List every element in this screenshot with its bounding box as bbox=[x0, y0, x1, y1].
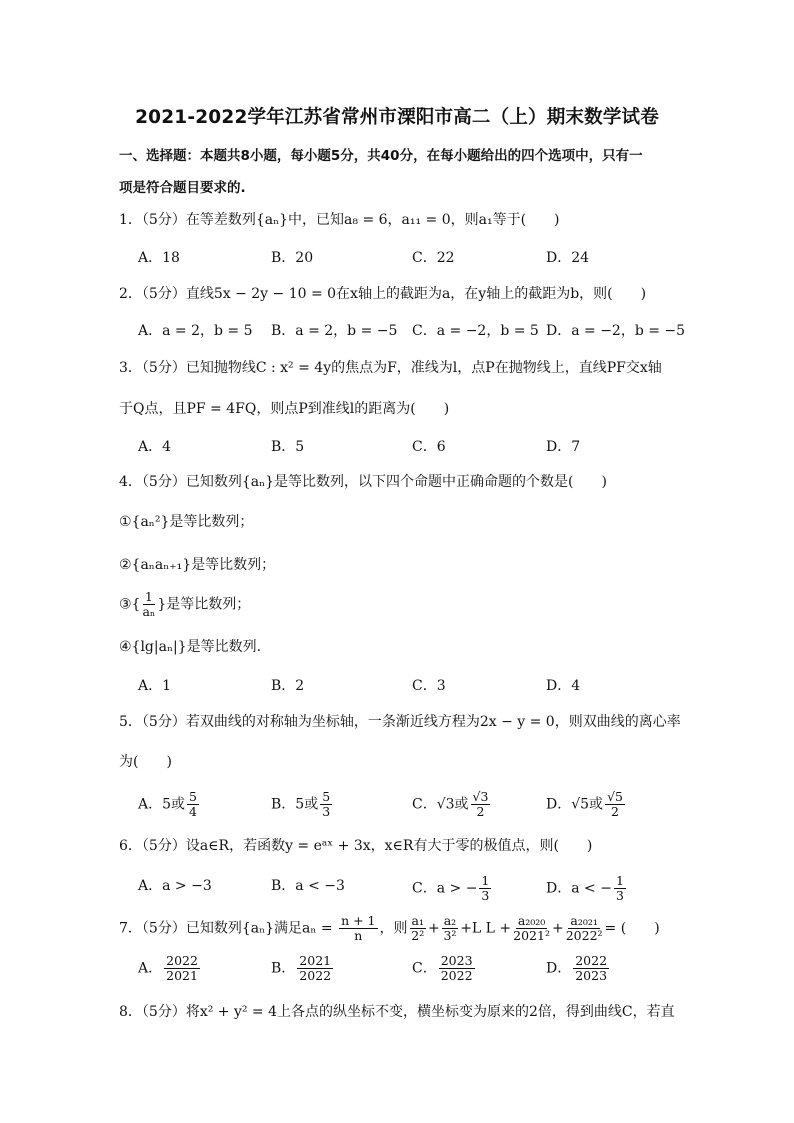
q1-option-d: D．24 bbox=[546, 250, 590, 266]
question-1-options bbox=[138, 248, 698, 278]
question-4-options bbox=[138, 676, 698, 706]
q1-option-a: A．18 bbox=[138, 250, 180, 266]
q7-option-b: B． $\frac{2021}{2022}$ bbox=[271, 953, 332, 983]
question-8-stem: 8．（5分）将x² + y² = 4上各点的纵坐标不变，横坐标变为原来的2倍，得到曲线C，若直 bbox=[119, 1004, 675, 1020]
q4-option-c: C．3 bbox=[412, 678, 446, 694]
q1-option-b: B．20 bbox=[271, 250, 314, 266]
q4-p3-den: aₙ bbox=[142, 604, 156, 619]
section-heading-line2: 项是符合题目要求的. bbox=[119, 180, 246, 196]
q6-option-c: C．a > − $\frac{1}{3}$ bbox=[412, 873, 490, 903]
question-5-options bbox=[138, 786, 698, 822]
q7-term-1: $\frac{\text{a₁}}{\text{2²}}$ bbox=[411, 913, 425, 943]
q4-p3-num: 1 bbox=[144, 589, 153, 604]
question-3-stem-line1: 3．（5分）已知抛物线C : x² = 4y的焦点为F，准线为l，点P在抛物线上，直线PF交x轴 bbox=[119, 360, 662, 376]
page-title: 2021-2022学年江苏省常州市溧阳市高二（上）期末数学试卷 bbox=[135, 107, 659, 128]
question-3-stem-line2: 于Q点，且PF = 4FQ，则点P到准线l的距离为( ) bbox=[119, 401, 450, 417]
question-5-stem-line2: 为( ) bbox=[119, 754, 172, 770]
q7-term-2: $\frac{\text{a₂}}{\text{3²}}$ bbox=[443, 913, 457, 943]
q4-option-b: B．2 bbox=[271, 678, 305, 694]
question-4-stem: 4．（5分）已知数列{aₙ}是等比数列，以下四个命题中正确命题的个数是( ) bbox=[119, 474, 607, 490]
question-6-options bbox=[138, 870, 698, 906]
q2-option-a: A．a = 2，b = 5 bbox=[138, 323, 253, 339]
q2-option-d: D．a = −2，b = −5 bbox=[546, 323, 686, 339]
q5-option-c: C．√3或 $\frac{√3}{2}$ bbox=[412, 789, 489, 819]
q7-an-fraction: $\frac{n + 1}{n}$ bbox=[341, 913, 376, 943]
q6-option-b: B．a < −3 bbox=[271, 878, 345, 894]
q7-option-a: A． $\frac{2022}{2021}$ bbox=[138, 953, 198, 983]
q4-proposition-3 bbox=[119, 590, 250, 619]
question-7-options bbox=[138, 954, 698, 990]
q4-p3-fraction bbox=[142, 590, 155, 619]
q3-option-b: B．5 bbox=[271, 439, 305, 455]
question-1-stem: 1．（5分）在等差数列{aₙ}中，已知a₈ = 6，a₁₁ = 0，则a₁等于( ) bbox=[119, 212, 560, 228]
section-heading-line1: 一、选择题：本题共8小题，每小题5分，共40分，在每小题给出的四个选项中，只有一 bbox=[119, 148, 643, 164]
question-3-options bbox=[138, 437, 698, 467]
q7-option-c: C． $\frac{2023}{2022}$ bbox=[412, 953, 473, 983]
q1-option-c: C．22 bbox=[412, 250, 455, 266]
q7-term-4: $\frac{\text{a₂₀₂₁}}{\text{2022²}}$ bbox=[565, 913, 603, 943]
q7-term-3: $\frac{\text{a₂₀₂₀}}{\text{2021²}}$ bbox=[513, 913, 550, 943]
q2-option-c: C．a = −2，b = 5 bbox=[412, 323, 539, 339]
question-2-options bbox=[138, 321, 698, 351]
q6-option-a: A．a > −3 bbox=[138, 878, 212, 894]
question-7-stem: 7．（5分）已知数列{aₙ}满足aₙ = $\frac{n + 1}{n}$ ，则 $\frac{\text{a₁}}{\text{2²}}$ + $\frac{\text{a₂}}{\text{3²}}$ +L L + $\frac{\text{a₂₀₂₀}}{\text{2021²}}$ + $\frac{\text{a₂₀₂₁}}{\text{2022²}}$ = ( ) bbox=[119, 913, 660, 943]
q4-proposition-4: ④{lg|aₙ|}是等比数列. bbox=[119, 639, 262, 655]
q5-option-b: B．5或 $\frac{5}{3}$ bbox=[271, 789, 331, 819]
q4-p3-suffix: }是等比数列； bbox=[157, 596, 251, 613]
q4-proposition-1: ①{aₙ²}是等比数列； bbox=[119, 514, 254, 530]
question-2-stem: 2．（5分）直线5x − 2y − 10 = 0在x轴上的截距为a，在y轴上的截距为b，则( ) bbox=[119, 286, 647, 302]
q4-p3-prefix: ③{ bbox=[119, 596, 141, 613]
q4-proposition-2: ②{aₙaₙ₊₁}是等比数列； bbox=[119, 557, 276, 573]
q4-option-a: A．1 bbox=[138, 678, 172, 694]
q7-option-d: D． $\frac{2022}{2023}$ bbox=[546, 953, 608, 983]
q3-option-c: C．6 bbox=[412, 439, 446, 455]
q4-option-d: D．4 bbox=[546, 678, 581, 694]
question-5-stem-line1: 5．（5分）若双曲线的对称轴为坐标轴，一条渐近线方程为2x − y = 0，则双曲线的离心率 bbox=[119, 714, 681, 730]
q3-option-a: A．4 bbox=[138, 439, 172, 455]
q2-option-b: B．a = 2，b = −5 bbox=[271, 323, 398, 339]
question-6-stem: 6．（5分）设a∈R，若函数y = eᵃˣ + 3x，x∈R有大于零的极值点，则( ) bbox=[119, 838, 593, 854]
q6-option-d: D．a < − $\frac{1}{3}$ bbox=[546, 873, 624, 903]
q5-option-d: D．√5或 $\frac{√5}{2}$ bbox=[546, 789, 623, 819]
q5-option-a: A．5或 $\frac{5}{4}$ bbox=[138, 789, 197, 819]
q3-option-d: D．7 bbox=[546, 439, 581, 455]
